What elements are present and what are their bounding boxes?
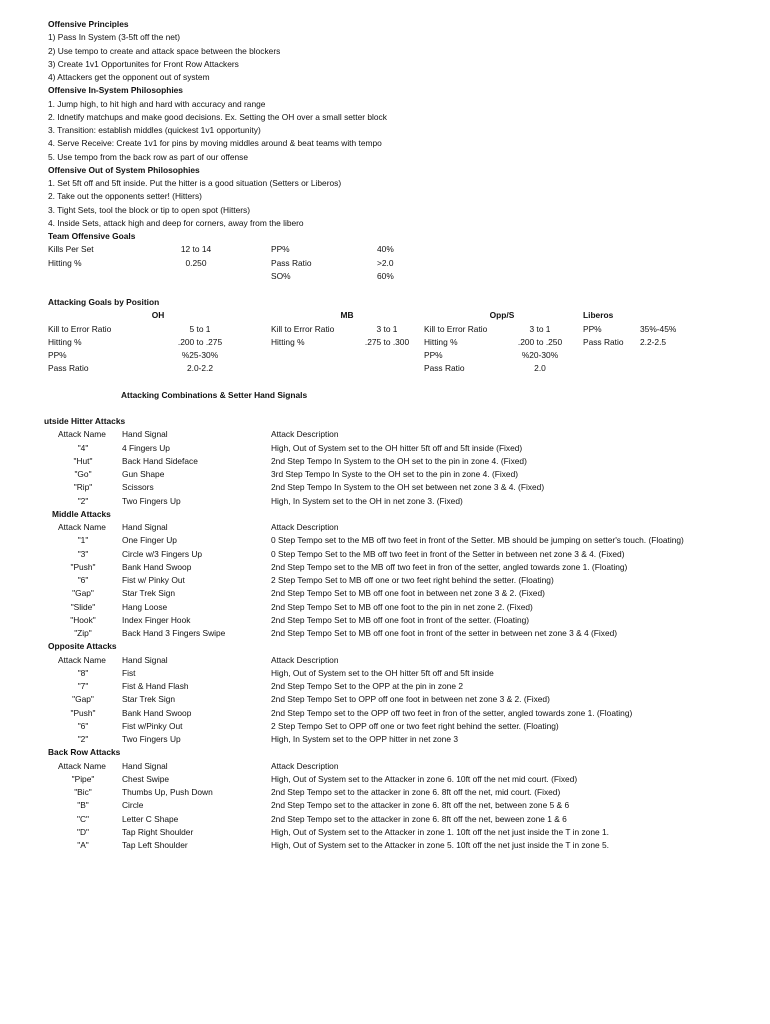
list-item: 3. Tight Sets, tool the block or tip to open spot (Hitters) bbox=[48, 204, 251, 215]
attack-name: "Hut" bbox=[73, 455, 93, 466]
hand-signal: Scissors bbox=[122, 482, 154, 493]
attack-name: "8" bbox=[77, 667, 89, 678]
position-goal-value: 35%-45% bbox=[640, 323, 677, 334]
goal-value: 0.250 bbox=[185, 257, 207, 268]
list-item: 3. Transition: establish middles (quickest 1v1 opportunity) bbox=[48, 125, 261, 135]
section-heading: Offensive Out of System Philosophies bbox=[48, 164, 200, 175]
hand-signal: Two Fingers Up bbox=[122, 734, 181, 744]
attack-description: 2nd Step Tempo In System to the OH set between net zone 3 & 4. (Fixed) bbox=[271, 482, 545, 493]
attack-name: "Push" bbox=[70, 561, 96, 572]
hand-signal: Gun Shape bbox=[122, 469, 165, 479]
section-heading: Team Offensive Goals bbox=[48, 231, 136, 241]
hand-signal: Fist w/Pinky Out bbox=[122, 720, 183, 731]
position-goal-label: Pass Ratio bbox=[583, 336, 624, 347]
attack-name: "Push" bbox=[70, 707, 96, 718]
section-heading: Offensive Principles bbox=[48, 19, 129, 29]
column-header: Attack Description bbox=[271, 760, 339, 771]
attack-description: 2 Step Tempo Set to MB off one or two feet right behind the setter. (Floating) bbox=[271, 575, 554, 585]
attack-description: 2nd Step Tempo set to the attacker in zone 6. 8ft off the net, beween zone 1 & 6 bbox=[271, 813, 567, 824]
attack-description: 0 Step Tempo Set to the MB off two feet in front of the Setter in between net zone 3 & 4. (Fixed) bbox=[271, 548, 625, 559]
attack-section-heading: Opposite Attacks bbox=[48, 641, 117, 652]
position-goal-value: 3 to 1 bbox=[529, 323, 551, 334]
column-header: Hand Signal bbox=[122, 760, 168, 771]
attack-description: 2nd Step Tempo Set to MB off one foot in between net zone 3 & 2. (Fixed) bbox=[271, 588, 545, 599]
attack-name: "Rip" bbox=[73, 482, 93, 493]
hand-signal: Index Finger Hook bbox=[122, 614, 191, 625]
list-item: 4. Serve Receive: Create 1v1 for pins by moving middles around & beat teams with tempo bbox=[48, 138, 382, 149]
attack-name: "3" bbox=[77, 548, 89, 559]
hand-signal: Bank Hand Swoop bbox=[122, 561, 192, 572]
attack-section-heading: utside Hitter Attacks bbox=[44, 416, 126, 426]
attack-description: 2nd Step Tempo set to the attacker in zone 6. 8ft off the net, mid court. (Fixed) bbox=[271, 787, 561, 797]
column-header: Attack Description bbox=[271, 654, 339, 665]
hand-signal: Circle bbox=[122, 800, 144, 811]
hand-signal: Fist bbox=[122, 667, 136, 678]
attack-name: "Hook" bbox=[70, 614, 96, 625]
position-goal-label: Kill to Error Ratio bbox=[48, 323, 112, 334]
attack-description: 3rd Step Tempo In Syste to the OH set to the pin in zone 4. (Fixed) bbox=[271, 469, 519, 479]
attack-name: "6" bbox=[77, 575, 89, 585]
position-title: OH bbox=[151, 310, 165, 321]
attack-description: 2nd Step Tempo Set to OPP off one foot in between net zone 3 & 2. (Fixed) bbox=[271, 694, 550, 705]
list-item: 5. Use tempo from the back row as part of our offense bbox=[48, 151, 249, 162]
goal-value: >2.0 bbox=[377, 257, 394, 268]
hand-signal: Tap Right Shoulder bbox=[122, 826, 194, 837]
column-header: Hand Signal bbox=[122, 522, 168, 532]
attack-description: High, Out of System set to the Attacker in zone 1. 10ft off the net just inside the T in zone 1. bbox=[271, 826, 609, 837]
attack-description: 2nd Step Tempo Set to the OPP at the pin in zone 2 bbox=[271, 681, 463, 691]
hand-signal: Bank Hand Swoop bbox=[122, 707, 192, 718]
list-item: 4. Inside Sets, attack high and deep for corners, away from the libero bbox=[48, 217, 304, 228]
position-goal-value: %20-30% bbox=[521, 350, 559, 360]
list-item: 4) Attackers get the opponent out of system bbox=[48, 72, 210, 82]
position-goal-label: PP% bbox=[583, 323, 602, 334]
hand-signal: Circle w/3 Fingers Up bbox=[122, 548, 203, 559]
position-title: Opp/S bbox=[489, 310, 515, 321]
hand-signal: Thumbs Up, Push Down bbox=[122, 787, 213, 797]
position-goal-label: Hitting % bbox=[271, 336, 305, 347]
position-goal-value: 2.0-2.2 bbox=[186, 363, 214, 374]
combos-heading: Attacking Combinations & Setter Hand Signals bbox=[121, 390, 308, 400]
position-title: MB bbox=[340, 310, 354, 321]
attack-description: 2nd Step Tempo set to the MB off two feet in fron of the setter, angled towards zone 1. (Floating) bbox=[271, 561, 628, 572]
attack-description: High, In System set to the OH in net zone 3. (Fixed) bbox=[271, 495, 463, 506]
position-goal-label: Hitting % bbox=[48, 336, 82, 347]
attack-name: "1" bbox=[77, 535, 89, 546]
goal-value: 60% bbox=[377, 270, 394, 281]
column-header: Hand Signal bbox=[122, 429, 168, 440]
attack-name: "D" bbox=[77, 826, 89, 837]
goal-label: Pass Ratio bbox=[271, 257, 312, 268]
position-goal-value: 2.0 bbox=[534, 363, 546, 374]
attack-description: 2nd Step Tempo set to the OPP off two feet in fron of the setter, angled towards zone 1. (Floating) bbox=[271, 707, 633, 718]
list-item: 2. Take out the opponents setter! (Hitters) bbox=[48, 191, 202, 202]
attack-name: "Slide" bbox=[70, 601, 96, 612]
hand-signal: Star Trek Sign bbox=[122, 588, 176, 599]
hand-signal: Back Hand 3 Fingers Swipe bbox=[122, 628, 226, 638]
column-header: Attack Name bbox=[58, 654, 106, 665]
list-item: 2. Idnetify matchups and make good decisions. Ex. Setting the OH over a small setter block bbox=[48, 111, 387, 122]
attack-description: 2nd Step Tempo Set to MB off one foot to the pin in net zone 2. (Fixed) bbox=[271, 601, 533, 612]
attack-description: High, Out of System set to the Attacker in zone 6. 10ft off the net mid court. (Fixed) bbox=[271, 773, 578, 784]
attack-name: "Gap" bbox=[72, 694, 94, 705]
column-header: Attack Name bbox=[58, 760, 106, 771]
hand-signal: Hang Loose bbox=[122, 601, 168, 612]
column-header: Attack Description bbox=[271, 522, 339, 532]
hand-signal: Fist w/ Pinky Out bbox=[122, 575, 185, 585]
attack-description: 2nd Step Tempo set to the attacker in zone 6. 8ft off the net, between zone 5 & 6 bbox=[271, 800, 570, 811]
column-header: Attack Name bbox=[58, 522, 106, 532]
position-goal-label: Pass Ratio bbox=[424, 363, 465, 374]
list-item: 1) Pass In System (3-5ft off the net) bbox=[48, 32, 181, 43]
attack-description: 2nd Step Tempo Set to MB off one foot in front of the setter in between net zone 3 & 4 (Fixed) bbox=[271, 628, 618, 638]
list-item: 2) Use tempo to create and attack space between the blockers bbox=[48, 45, 281, 56]
attack-name: "6" bbox=[77, 720, 89, 731]
attack-name: "2" bbox=[77, 734, 89, 744]
attack-description: High, Out of System set to the OH hitter 5ft off and 5ft inside bbox=[271, 667, 494, 678]
attack-description: High, Out of System set to the OH hitter 5ft off and 5ft inside (Fixed) bbox=[271, 442, 523, 453]
position-goal-label: Hitting % bbox=[424, 336, 458, 347]
column-header: Attack Name bbox=[58, 429, 106, 440]
list-item: 1. Set 5ft off and 5ft inside. Put the hitter is a good situation (Setters or Liberos) bbox=[48, 178, 342, 188]
hand-signal: One Finger Up bbox=[122, 535, 177, 546]
list-item: 1. Jump high, to hit high and hard with accuracy and range bbox=[48, 98, 266, 109]
attack-name: "Go" bbox=[74, 469, 92, 479]
attack-name: "Gap" bbox=[72, 588, 94, 599]
hand-signal: Letter C Shape bbox=[122, 813, 179, 824]
goal-value: 40% bbox=[377, 244, 394, 255]
hand-signal: Fist & Hand Flash bbox=[122, 681, 189, 691]
position-goal-value: 5 to 1 bbox=[189, 323, 211, 334]
position-goal-label: Kill to Error Ratio bbox=[424, 323, 488, 334]
position-title: Liberos bbox=[583, 310, 614, 321]
goal-label: SO% bbox=[271, 270, 291, 281]
attack-description: 0 Step Tempo set to the MB off two feet in front of the Setter. MB should be jumping on setter's touch. (Floating) bbox=[271, 535, 684, 546]
attack-description: High, Out of System set to the Attacker in zone 5. 10ft off the net just inside the T in zone 5. bbox=[271, 840, 609, 850]
section-heading: Attacking Goals by Position bbox=[48, 297, 160, 307]
section-heading: Offensive In-System Philosophies bbox=[48, 85, 183, 96]
attack-description: High, In System set to the OPP hitter in net zone 3 bbox=[271, 734, 458, 744]
attack-name: "7" bbox=[77, 681, 89, 691]
attack-description: 2nd Step Tempo Set to MB off one foot in front of the setter. (Floating) bbox=[271, 614, 530, 625]
hand-signal: Star Trek Sign bbox=[122, 694, 176, 705]
position-goal-value: .200 to .275 bbox=[177, 336, 223, 347]
attack-description: 2 Step Tempo Set to OPP off one or two feet right behind the setter. (Floating) bbox=[271, 720, 559, 731]
attack-name: "B" bbox=[77, 800, 89, 811]
position-goal-label: Kill to Error Ratio bbox=[271, 323, 335, 334]
position-goal-label: PP% bbox=[424, 350, 443, 360]
attack-name: "Pipe" bbox=[71, 773, 95, 784]
attack-name: "Bic" bbox=[74, 787, 92, 797]
hand-signal: Chest Swipe bbox=[122, 773, 170, 784]
column-header: Attack Description bbox=[271, 429, 339, 440]
hand-signal: Two Fingers Up bbox=[122, 495, 181, 506]
attack-section-heading: Middle Attacks bbox=[52, 508, 111, 519]
position-goal-value: .275 to .300 bbox=[364, 336, 410, 347]
goal-label: Kills Per Set bbox=[48, 244, 94, 255]
hand-signal: Back Hand Sideface bbox=[122, 455, 198, 466]
attack-name: "C" bbox=[77, 813, 89, 824]
position-goal-value: %25-30% bbox=[181, 350, 219, 360]
attack-name: "4" bbox=[77, 442, 89, 453]
attack-name: "A" bbox=[77, 840, 89, 850]
goal-value: 12 to 14 bbox=[180, 244, 212, 255]
position-goal-label: Pass Ratio bbox=[48, 363, 89, 374]
position-goal-value: 3 to 1 bbox=[376, 323, 398, 334]
column-header: Hand Signal bbox=[122, 654, 168, 665]
position-goal-value: .200 to .250 bbox=[517, 336, 563, 347]
hand-signal: Tap Left Shoulder bbox=[122, 840, 188, 850]
list-item: 3) Create 1v1 Opportunites for Front Row Attackers bbox=[48, 58, 239, 69]
goal-label: Hitting % bbox=[48, 257, 82, 268]
attack-description: 2nd Step Tempo In System to the OH set to the pin in zone 4. (Fixed) bbox=[271, 455, 527, 466]
attack-name: "2" bbox=[77, 495, 89, 506]
goal-label: PP% bbox=[271, 244, 290, 255]
position-goal-value: 2.2-2.5 bbox=[640, 336, 667, 347]
position-goal-label: PP% bbox=[48, 350, 67, 360]
attack-name: "Zip" bbox=[74, 628, 92, 638]
attack-section-heading: Back Row Attacks bbox=[48, 747, 121, 758]
hand-signal: 4 Fingers Up bbox=[122, 442, 170, 453]
